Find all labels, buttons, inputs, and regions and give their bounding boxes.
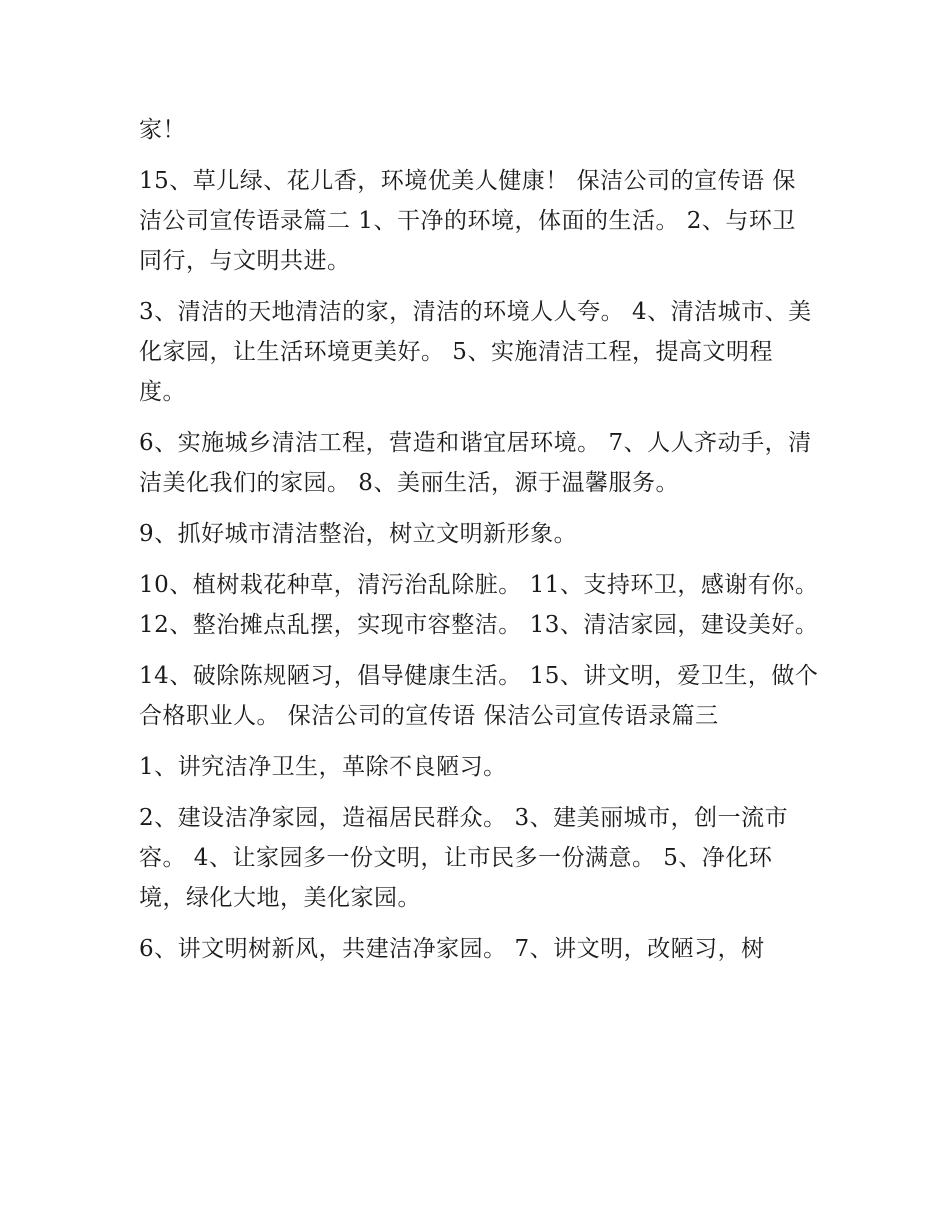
paragraph: 15、草儿绿、花儿香，环境优美人健康！ 保洁公司的宣传语 保洁公司宣传语录篇二 1、干净的环境，体面的生活。 2、与环卫同行，与文明共进。: [139, 168, 796, 274]
paragraph: 家！: [139, 117, 186, 143]
paragraph: 9、抓好城市清洁整治，树立文明新形象。: [139, 521, 578, 547]
paragraph: 3、清洁的天地清洁的家，清洁的环境人人夸。 4、清洁城市、美化家园，让生活环境更美好。 5、实施清洁工程，提高文明程度。: [139, 299, 812, 405]
paragraph: 10、植树栽花种草，清污治乱除脏。 11、支持环卫，感谢有你。 12、整治摊点乱摆，实现市容整洁。 13、清洁家园，建设美好。: [139, 572, 827, 638]
paragraph: 6、实施城乡清洁工程，营造和谐宜居环境。 7、人人齐动手，清洁美化我们的家园。 8、美丽生活，源于温馨服务。: [139, 430, 812, 496]
paragraph: 1、讲究洁净卫生，革除不良陋习。: [139, 754, 507, 780]
paragraph: 6、讲文明树新风，共建洁净家园。 7、讲文明，改陋习，树: [139, 936, 765, 962]
document-body: [139, 110, 827, 980]
paragraph: 14、破除陈规陋习，倡导健康生活。 15、讲文明，爱卫生，做个合格职业人。 保洁公司的宣传语 保洁公司宣传语录篇三: [139, 663, 819, 729]
paragraph: 2、建设洁净家园，造福居民群众。 3、建美丽城市，创一流市容。 4、让家园多一份文明，让市民多一份满意。 5、净化环境，绿化大地，美化家园。: [139, 805, 789, 911]
